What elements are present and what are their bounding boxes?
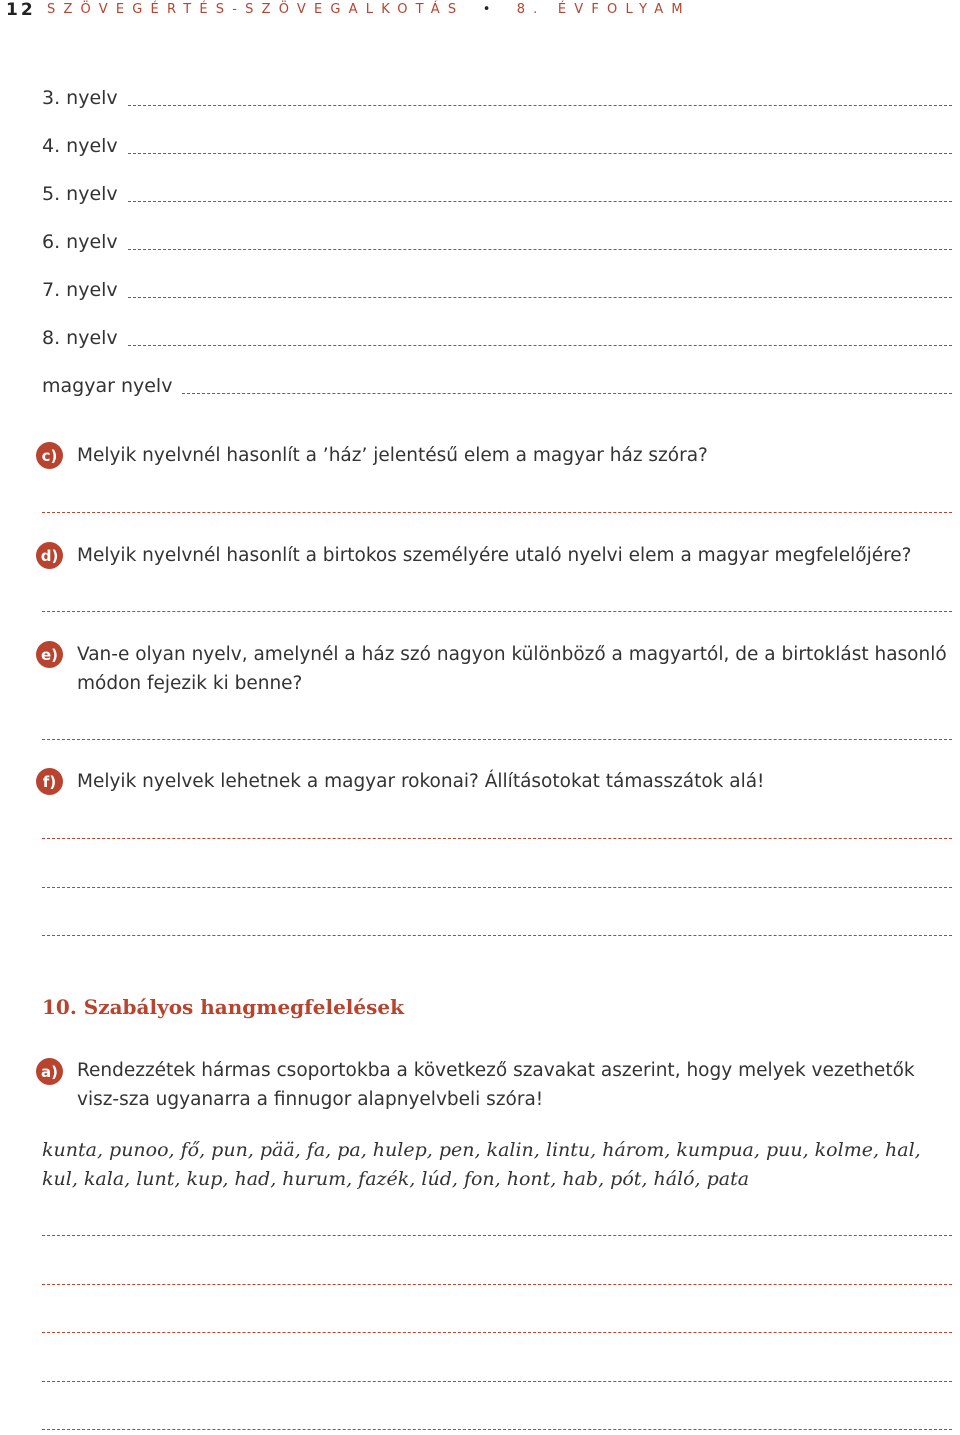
lang-label: magyar nyelv (42, 375, 173, 397)
lang-row-3 (42, 82, 952, 110)
lang-row-magyar (42, 370, 952, 398)
question-c-badge: c) (36, 442, 63, 469)
page-number: 12 (6, 0, 36, 20)
answer-line[interactable] (42, 1235, 952, 1236)
page-header (0, 0, 960, 24)
answer-line[interactable] (42, 739, 952, 740)
lang-row-5 (42, 178, 952, 206)
question-d-badge: d) (36, 542, 63, 569)
answer-line[interactable] (128, 345, 952, 346)
lang-label: 8. nyelv (42, 327, 118, 349)
section-title-text: Szabályos hangmegfelelések (83, 995, 404, 1019)
lang-row-7 (42, 274, 952, 302)
answer-line[interactable] (42, 838, 952, 839)
answer-line[interactable] (42, 1284, 952, 1285)
answer-line[interactable] (128, 105, 952, 106)
question-f-text: Melyik nyelvek lehetnek a magyar rokonai? Állításotokat támasszátok alá! (77, 771, 765, 792)
lang-row-8 (42, 322, 952, 350)
lang-label: 3. nyelv (42, 87, 118, 109)
question-e-badge: e) (36, 641, 63, 668)
answer-line[interactable] (128, 297, 952, 298)
answer-line[interactable] (42, 512, 952, 513)
running-title (47, 2, 691, 17)
question-f-badge: f) (36, 768, 63, 795)
lang-row-6 (42, 226, 952, 254)
running-title-right: 8. ÉVFOLYAM (516, 2, 691, 17)
running-title-left: SZÖVEGÉRTÉS-SZÖVEGALKOTÁS (47, 2, 465, 17)
question-c-text: Melyik nyelvnél hasonlít a ’ház’ jelentésű elem a magyar ház szóra? (77, 445, 708, 466)
task-a-badge: a) (36, 1058, 63, 1085)
answer-line[interactable] (42, 1332, 952, 1333)
answer-line[interactable] (42, 1381, 952, 1382)
lang-label: 5. nyelv (42, 183, 118, 205)
question-e-text: Van-e olyan nyelv, amelynél a ház szó nagyon különböző a magyartól, de a birtoklást hasonló módon fejezik ki benne? (77, 644, 947, 694)
bullet: • (482, 2, 491, 17)
answer-line[interactable] (42, 611, 952, 612)
word-list: kunta, punoo, fő, pun, pää, fa, pa, hulep, pen, kalin, lintu, három, kumpua, puu, kolme, hal, kul, kala, lunt, kup, had, hurum, fazék, lúd, fon, hont, hab, pót, háló, pata (42, 1139, 921, 1190)
question-d-text: Melyik nyelvnél hasonlít a birtokos személyére utaló nyelvi elem a magyar megfelelőjére? (77, 545, 912, 566)
answer-line[interactable] (182, 393, 952, 394)
section-title (42, 995, 404, 1019)
answer-line[interactable] (42, 887, 952, 888)
lang-label: 6. nyelv (42, 231, 118, 253)
task-a-text: Rendezzétek hármas csoportokba a következő szavakat aszerint, hogy melyek vezethetők visz-sza ugyanarra a finnugor alapnyelvbeli szóra! (77, 1060, 915, 1110)
answer-line[interactable] (128, 153, 952, 154)
answer-line[interactable] (128, 201, 952, 202)
lang-label: 4. nyelv (42, 135, 118, 157)
lang-label: 7. nyelv (42, 279, 118, 301)
answer-line[interactable] (42, 935, 952, 936)
lang-row-4 (42, 130, 952, 158)
section-number: 10. (42, 995, 77, 1019)
answer-line[interactable] (42, 1429, 952, 1430)
answer-line[interactable] (128, 249, 952, 250)
